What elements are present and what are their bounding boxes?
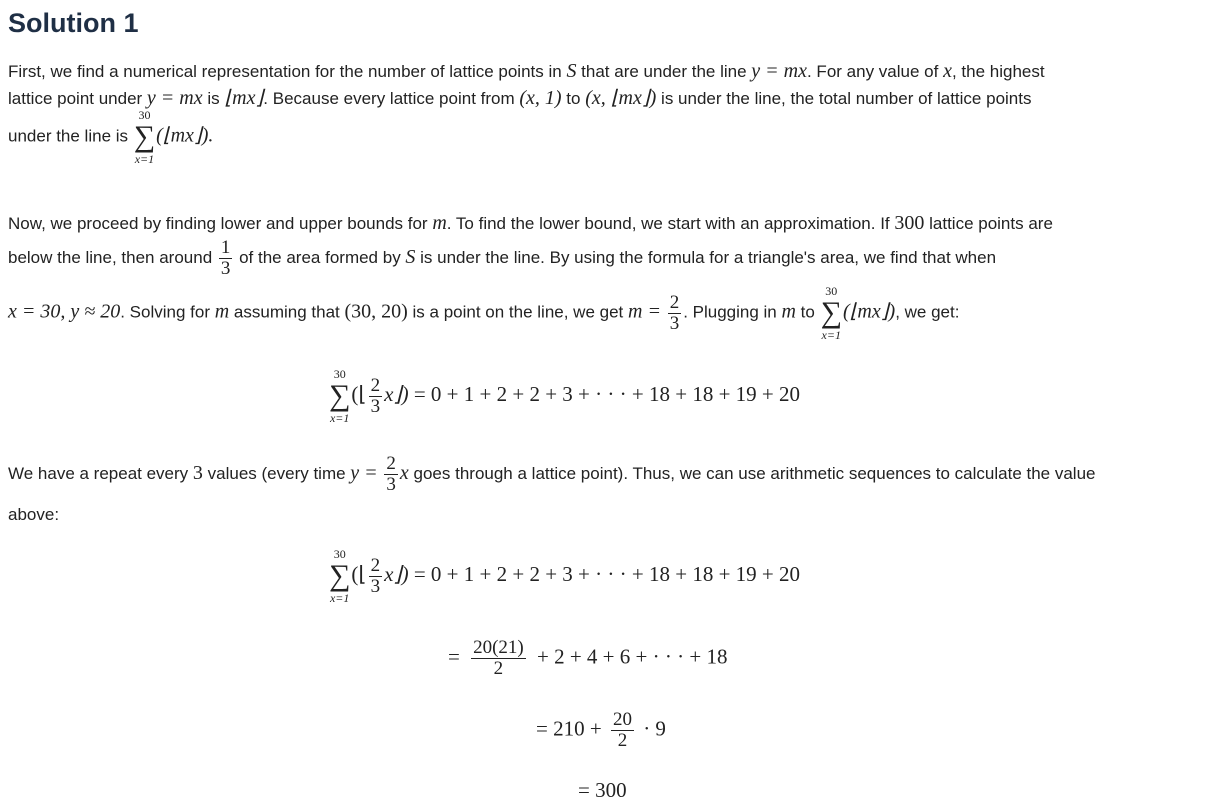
paragraph-1-line-3: under the line is 30 ∑ x=1 (⌊mx⌋). [8,108,214,166]
equation-2: 30 ∑ x=1 (⌊ $\frac{2}{3}$ x⌋) = 0 + 1 + 2 + 2 + 3 + · · · + 18 + 18 + 19 + 20 [329,547,801,605]
equation-5: = 300 [578,778,627,802]
paragraph-3-line-1: We have a repeat every 3 values (every time y = $\frac{2}{3}$ x goes through a lattice point). Thus, we can use arithmetic sequences to calculate the value [8,453,1096,495]
paragraph-1-line-2: lattice point under y = mx is ⌊mx⌋. Because every lattice point from (x, 1) to (x, ⌊mx⌋) is under the line, the total number of lattice points [8,87,1032,109]
equation-1: 30 ∑ x=1 (⌊ $\frac{2}{3}$ x⌋) = 0 + 1 + 2 + 2 + 3 + · · · + 18 + 18 + 19 + 20 [329,367,801,425]
summation: 30 ∑ x=1 [329,547,351,605]
fraction-two-thirds: $\frac{2}{3}$ [386,453,396,495]
paragraph-2-line-2: below the line, then around $\frac{1}{3}$ of the area formed by S is under the line. By using the formula for a triangle's area, we find that when [8,237,997,279]
summation: 30 ∑ x=1 [133,108,156,166]
paragraph-3-line-2: above: [8,505,60,524]
summation: 30 ∑ x=1 [329,367,351,425]
paragraph-2-line-3: x = 30, y ≈ 20. Solving for m assuming that (30, 20) is a point on the line, we get m = $\frac{2}{3}$ . Plugging in m to 30 ∑ x=1 (⌊mx⌋), we get: [8,284,960,342]
summation: 30 ∑ x=1 [820,284,842,342]
fraction-one-third: $\frac{1}{3}$ [220,237,231,279]
equation-4: = 210 + $\frac{20}{2}$ · 9 [536,709,666,751]
paragraph-1-line-1: First, we find a numerical representation for the number of lattice points in S that are under the line y = mx. For any value of x, the highest [8,60,1045,82]
solution-heading: Solution 1 [8,8,139,38]
equation-3: = $\frac{20(21)}{2}$ + 2 + 4 + 6 + · · · + 18 [448,637,728,679]
fraction-two-thirds: $\frac{2}{3}$ [669,291,680,334]
paragraph-2-line-1: Now, we proceed by finding lower and upper bounds for m. To find the lower bound, we start with an approximation. If 300 lattice points are [8,212,1053,234]
